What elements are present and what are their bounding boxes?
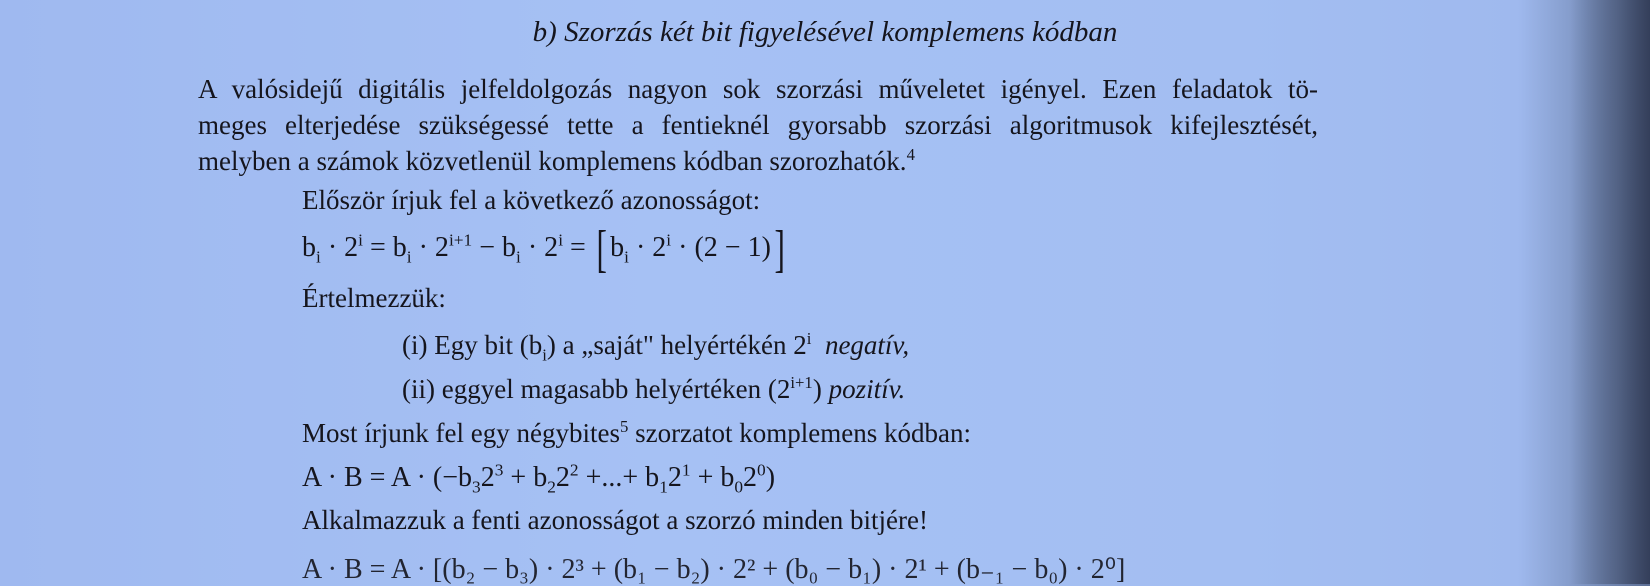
footnote-ref-5: 5 <box>619 417 629 436</box>
item-ii-emph: pozitív. <box>828 374 906 404</box>
product-intro <box>302 418 971 449</box>
item-i-sup: i <box>806 329 812 348</box>
product-intro-rest: szorzatot komplemens kódban: <box>635 418 971 448</box>
identity-formula: $b_i \cdot 2^i = b_i \cdot 2^{i+1} - b_i \cdot 2^i$ = [ $b_i \cdot 2^i \cdot (2 - 1)$] <box>302 221 785 278</box>
paragraph-line-1: A valósidejű digitális jelfeldolgozás nagyon sok szorzási műveletet igényel. Ezen feladatok tö- <box>198 74 1318 104</box>
product-intro-text: Most írjunk fel egy négybites <box>302 418 620 448</box>
paragraph-line-3 <box>198 144 1318 178</box>
item-ii <box>402 374 905 405</box>
footnote-ref-4: 4 <box>906 145 915 164</box>
item-ii-prefix: (ii) eggyel magasabb helyértéken (2 <box>402 374 791 404</box>
product-formula: $A \cdot B = A \cdot (-b_32^3 + b_22^2$ +...+ $b_12^1 + b_02^0$) <box>302 460 776 497</box>
page-edge-shadow <box>1570 0 1650 584</box>
item-i-emph: negatív, <box>824 330 910 360</box>
section-heading: b) Szorzás két bit figyelésével komplemens kódban <box>532 16 1118 48</box>
partial-formula: A · B = A · [(b₂ − b₃) · 2³ + (b₁ − b₂) · 2² + (b₀ − b₁) · 2¹ + (b₋₁ − b₀) · 2⁰] <box>302 554 1126 585</box>
item-i <box>402 329 910 365</box>
apply-text: Alkalmazzuk a fenti azonosságot a szorzó minden bitjére! <box>302 505 929 535</box>
interpret-label: Értelmezzük: <box>302 283 446 313</box>
item-i-prefix: (i) Egy bit (b <box>402 330 543 360</box>
paragraph-line-3-text: melyben a számok közvetlenül komplemens kódban szorozhatók. <box>198 146 907 176</box>
item-ii-middle: ) <box>812 374 822 404</box>
identity-intro: Először írjuk fel a következő azonosságot: <box>302 185 761 215</box>
paragraph-line-2: meges elterjedése szükségessé tette a fentieknél gyorsabb szorzási algoritmusok kifejlesztését, <box>198 110 1318 140</box>
item-ii-sup: i+1 <box>790 373 813 392</box>
item-i-sub: i <box>542 345 547 365</box>
item-i-middle: ) a „saját" helyértékén 2 <box>546 330 807 360</box>
